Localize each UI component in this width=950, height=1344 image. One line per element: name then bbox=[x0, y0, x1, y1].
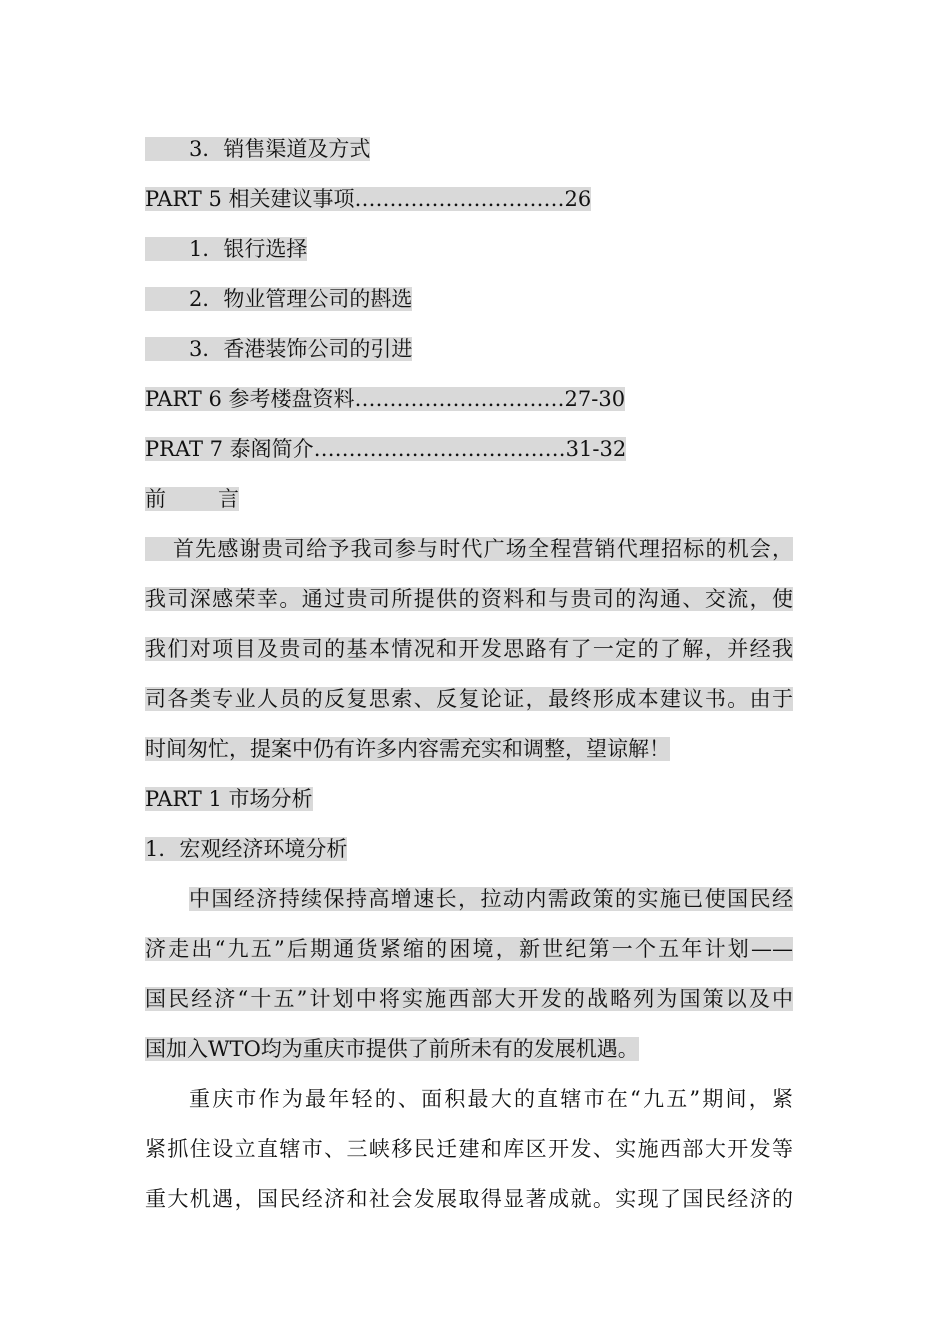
part1-para2-line-text: 重庆市作为最年轻的、面积最大的直辖市在“九五”期间，紧 bbox=[189, 1087, 793, 1111]
part1-subheading bbox=[145, 834, 347, 864]
toc-entry-hk-decoration bbox=[145, 334, 412, 364]
preface-line bbox=[145, 584, 793, 614]
toc-entry-text: PRAT 7 泰阁简介………………………………31-32 bbox=[145, 437, 627, 461]
preface-title-char: 前 bbox=[145, 487, 166, 511]
toc-entry-property-mgmt bbox=[145, 284, 412, 314]
part1-para1-line bbox=[145, 884, 793, 914]
preface-line-text: 首先感谢贵司给予我司参与时代广场全程营销代理招标的机会， bbox=[145, 537, 793, 561]
preface-line-text: 我司深感荣幸。通过贵司所提供的资料和与贵司的沟通、交流，使 bbox=[145, 587, 793, 611]
part1-para1-line-text: 国民经济“十五”计划中将实施西部大开发的战略列为国策以及中 bbox=[145, 987, 793, 1011]
preface-line bbox=[145, 684, 793, 714]
preface-line-text: 我们对项目及贵司的基本情况和开发思路有了一定的了解，并经我 bbox=[145, 637, 793, 661]
part1-para1-line bbox=[145, 984, 793, 1014]
part1-subheading-text: 1．宏观经济环境分析 bbox=[145, 837, 348, 861]
part1-para2-line-text: 重大机遇，国民经济和社会发展取得显著成就。实现了国民经济的 bbox=[145, 1187, 793, 1211]
toc-entry-part6 bbox=[145, 384, 625, 414]
part1-para1-line-text: 中国经济持续保持高增速长，拉动内需政策的实施已使国民经 bbox=[189, 887, 793, 911]
toc-entry-text: 2．物业管理公司的斟选 bbox=[145, 287, 412, 311]
part1-para2-line bbox=[145, 1084, 793, 1114]
part1-para2-line-text: 紧抓住设立直辖市、三峡移民迁建和库区开发、实施西部大开发等 bbox=[145, 1137, 793, 1161]
part1-heading-text: PART 1 市场分析 bbox=[145, 787, 313, 811]
preface-title bbox=[145, 484, 239, 514]
part1-para1-line-text: 济走出“九五”后期通货紧缩的困境，新世纪第一个五年计划—— bbox=[145, 937, 793, 961]
preface-line-text: 时间匆忙，提案中仍有许多内容需充实和调整，望谅解！ bbox=[145, 737, 670, 761]
part1-para2-line bbox=[145, 1184, 793, 1214]
toc-entry-part7 bbox=[145, 434, 626, 464]
preface-title-text bbox=[145, 487, 239, 511]
preface-line-last bbox=[145, 734, 670, 764]
preface-line-text: 司各类专业人员的反复思索、反复论证，最终形成本建议书。由于 bbox=[145, 687, 793, 711]
toc-entry-sales-channels bbox=[145, 134, 370, 164]
toc-entry-text: PART 5 相关建议事项…………………………26 bbox=[145, 187, 592, 211]
preface-line bbox=[145, 534, 793, 564]
toc-entry-bank bbox=[145, 234, 307, 264]
toc-entry-part5 bbox=[145, 184, 591, 214]
part1-heading bbox=[145, 784, 313, 814]
toc-entry-text: PART 6 参考楼盘资料…………………………27-30 bbox=[145, 387, 626, 411]
toc-entry-text: 3．香港装饰公司的引进 bbox=[145, 337, 412, 361]
part1-para2-line bbox=[145, 1134, 793, 1164]
preface-title-char: 言 bbox=[218, 487, 239, 511]
toc-entry-text: 1．银行选择 bbox=[145, 237, 307, 261]
part1-para1-line-last bbox=[145, 1034, 639, 1064]
preface-line bbox=[145, 634, 793, 664]
toc-entry-text: 3．销售渠道及方式 bbox=[145, 137, 370, 161]
part1-para1-line bbox=[145, 934, 793, 964]
part1-para1-line-text: 国加入WTO均为重庆市提供了前所未有的发展机遇。 bbox=[145, 1037, 639, 1061]
